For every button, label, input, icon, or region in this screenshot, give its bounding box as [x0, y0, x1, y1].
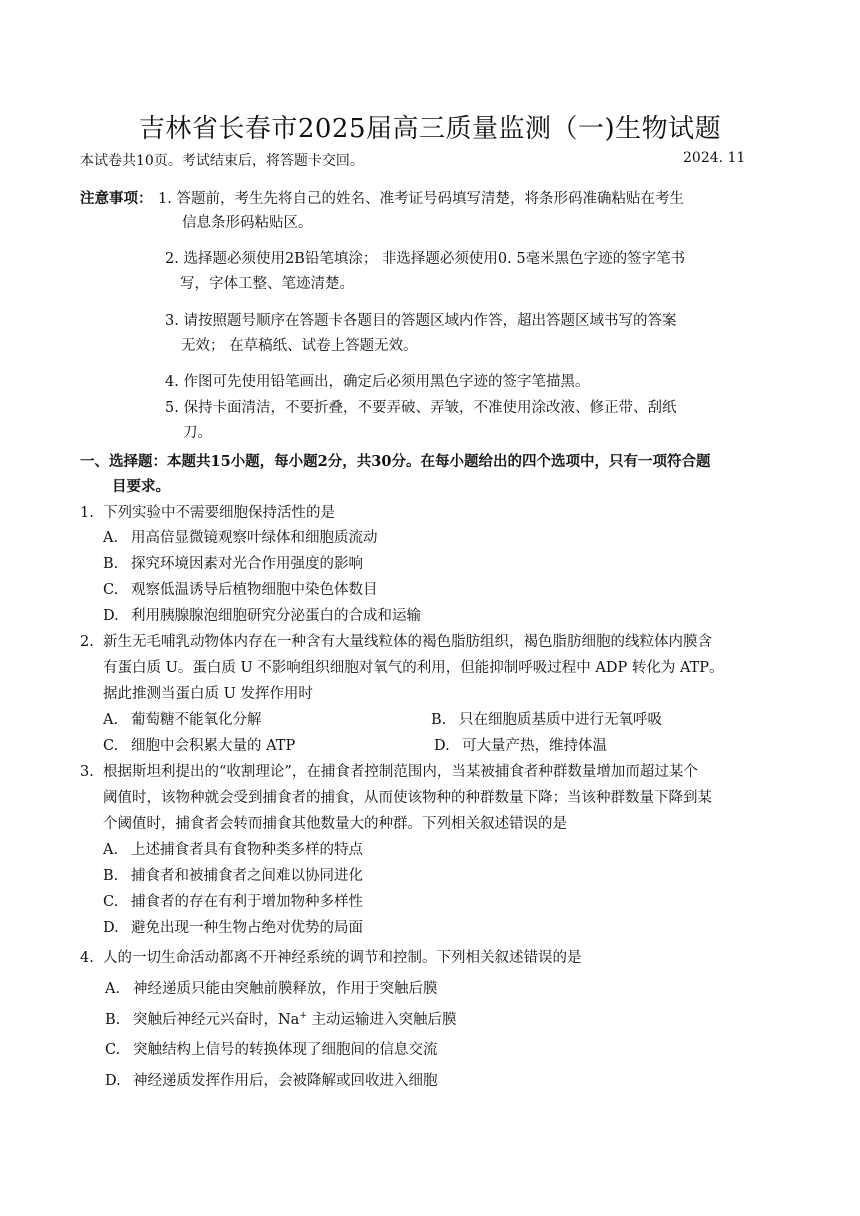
- note-5-line-2: 刀。: [183, 425, 212, 441]
- q1-option-d: 利用胰腺腺泡细胞研究分泌蛋白的合成和运输: [131, 608, 421, 624]
- q4-option-b-pre: 突触后神经元兴奋时，Na: [133, 1012, 300, 1028]
- q3-option-c-label: C.: [103, 894, 119, 910]
- q4-option-c-label: C.: [105, 1042, 121, 1058]
- q3-stem-line-1: 根据斯坦利提出的“收割理论”，在捕食者控制范围内，当某被捕食者种群数量增加而超过某个: [103, 764, 698, 780]
- note-1-line-2: 信息条形码粘贴区。: [182, 215, 313, 231]
- q4-option-d-label: D.: [105, 1073, 121, 1089]
- exam-intro: 本试卷共10页。考试结束后，将答题卡交回。: [80, 153, 364, 169]
- q1-number: 1.: [80, 505, 94, 521]
- sodium-charge: +: [299, 1011, 307, 1022]
- q4-option-a-label: A.: [105, 981, 121, 997]
- note-2-line-2: 写，字体工整、笔迹清楚。: [180, 276, 354, 292]
- q3-number: 3.: [80, 764, 94, 780]
- notes-label: 注意事项：: [80, 190, 153, 207]
- q3-stem-line-2: 阈值时，该物种就会受到捕食者的捕食，从而使该物种的种群数量下降；当该种群数量下降到某: [103, 790, 712, 806]
- q2-stem-line-1: 新生无毛哺乳动物体内存在一种含有大量线粒体的褐色脂肪组织，褐色脂肪细胞的线粒体内膜含: [103, 634, 712, 650]
- page-title: 吉林省长春市2025届高三质量监测（一)生物试题: [138, 114, 722, 144]
- q2-option-d-label: D.: [434, 738, 450, 754]
- q2-option-c: 细胞中会积累大量的 ATP: [131, 738, 296, 754]
- note-3-line-2: 无效； 在草稿纸、试卷上答题无效。: [181, 338, 418, 354]
- q3-option-a-label: A.: [103, 842, 119, 858]
- q1-option-b: 探究环境因素对光合作用强度的影响: [131, 556, 363, 572]
- q3-option-b-label: B.: [103, 868, 119, 884]
- note-4-line-1: 4. 作图可先使用铅笔画出，确定后必须用黑色字迹的签字笔描黑。: [165, 374, 590, 390]
- q3-option-a: 上述捕食者具有食物种类多样的特点: [131, 842, 363, 858]
- q1-option-a-label: A.: [103, 530, 119, 546]
- q4-option-b-post: 主动运输进入突触后膜: [306, 1012, 457, 1028]
- q2-stem-line-2: 有蛋白质 U。蛋白质 U 不影响组织细胞对氧气的利用，但能抑制呼吸过程中 ADP 转化为 ATP。: [103, 660, 724, 676]
- q2-option-a: 葡萄糖不能氧化分解: [131, 712, 262, 728]
- q1-option-b-label: B.: [103, 556, 119, 572]
- q4-option-b: [133, 1010, 457, 1030]
- q4-option-d: 神经递质发挥作用后，会被降解或回收进入细胞: [133, 1073, 438, 1089]
- q2-option-b-label: B.: [431, 712, 447, 728]
- q2-option-a-label: A.: [103, 712, 119, 728]
- q3-option-d: 避免出现一种生物占绝对优势的局面: [131, 920, 363, 936]
- q1-option-c: 观察低温诱导后植物细胞中染色体数目: [131, 582, 378, 598]
- exam-date: 2024. 11: [683, 150, 746, 166]
- q2-stem-line-3: 据此推测当蛋白质 U 发挥作用时: [103, 686, 313, 702]
- q4-option-c: 突触结构上信号的转换体现了细胞间的信息交流: [133, 1042, 438, 1058]
- q2-number: 2.: [80, 634, 94, 650]
- q4-number: 4.: [80, 950, 94, 966]
- q1-stem: 下列实验中不需要细胞保持活性的是: [103, 505, 335, 521]
- q3-stem-line-3: 个阈值时，捕食者会转而捕食其他数量大的种群。下列相关叙述错误的是: [103, 816, 567, 832]
- note-1-line-1: 1. 答题前，考生先将自己的姓名、准考证号码填写清楚，将条形码准确粘贴在考生: [158, 191, 684, 207]
- q3-option-b: 捕食者和被捕食者之间难以协同进化: [131, 868, 363, 884]
- q1-option-a: 用高倍显微镜观察叶绿体和细胞质流动: [131, 530, 378, 546]
- q2-option-c-label: C.: [103, 738, 119, 754]
- note-2-line-1: 2. 选择题必须使用2B铅笔填涂； 非选择题必须使用0. 5毫米黑色字迹的签字笔书: [165, 251, 686, 267]
- note-3-line-1: 3. 请按照题号顺序在答题卡各题目的答题区域内作答，超出答题区域书写的答案: [165, 313, 677, 329]
- q2-option-b: 只在细胞质基质中进行无氧呼吸: [459, 712, 662, 728]
- q4-stem: 人的一切生命活动都离不开神经系统的调节和控制。下列相关叙述错误的是: [103, 950, 582, 966]
- q4-option-b-label: B.: [105, 1012, 121, 1028]
- note-5-line-1: 5. 保持卡面清洁，不要折叠，不要弄破、弄皱，不准使用涂改液、修正带、刮纸: [165, 400, 677, 416]
- q4-option-a: 神经递质只能由突触前膜释放，作用于突触后膜: [133, 981, 438, 997]
- q1-option-d-label: D.: [103, 608, 119, 624]
- q2-option-d: 可大量产热，维持体温: [462, 738, 607, 754]
- section-heading-cont: 目要求。: [112, 478, 170, 495]
- q3-option-d-label: D.: [103, 920, 119, 936]
- q3-option-c: 捕食者的存在有利于增加物种多样性: [131, 894, 363, 910]
- section-heading: 一、选择题：本题共15小题，每小题2分，共30分。在每小题给出的四个选项中，只有一项符合题: [80, 453, 711, 470]
- q1-option-c-label: C.: [103, 582, 119, 598]
